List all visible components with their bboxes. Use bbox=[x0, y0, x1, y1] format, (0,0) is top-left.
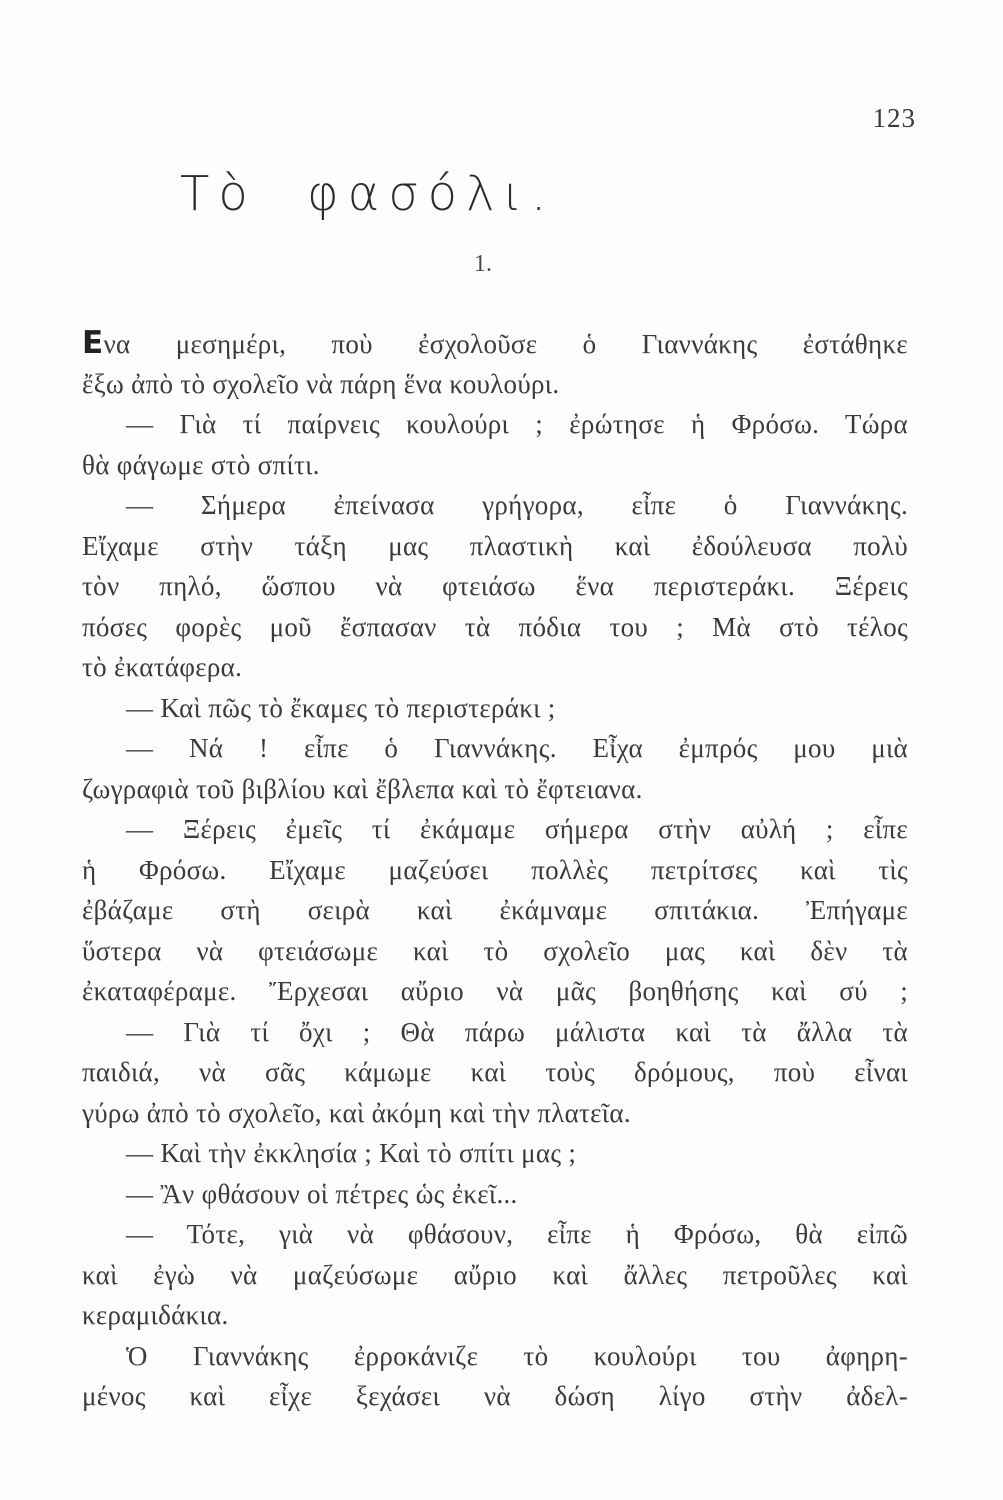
text-line: κεραμιδάκια. bbox=[82, 1300, 229, 1330]
text-line: — Ἂν φθάσουν οἱ πέτρες ὡς ἐκεῖ... bbox=[126, 1178, 518, 1209]
text-line: Εἴχαμε στὴν τάξη μας πλαστικὴ καὶ ἐδούλευσα πολὺ bbox=[82, 530, 908, 561]
text-line: καὶ ἐγὼ νὰ μαζεύσωμε αὔριο καὶ ἄλλες πετροῦλες καὶ bbox=[82, 1259, 908, 1290]
text-line: Ενα μεσημέρι, ποὺ ἐσχολοῦσε ὁ Γιαννάκης ἐστάθηκε bbox=[82, 325, 908, 361]
section-number: 1. bbox=[474, 251, 492, 277]
text-line: — Γιὰ τί ὄχι ; Θὰ πάρω μάλιστα καὶ τὰ ἄλλα τὰ bbox=[126, 1016, 908, 1047]
text-line: γύρω ἀπὸ τὸ σχολεῖο, καὶ ἀκόμη καὶ τὴν πλατεῖα. bbox=[82, 1097, 631, 1128]
chapter-title: Τὸ φασόλι. bbox=[180, 166, 556, 222]
text-line: ἔξω ἀπὸ τὸ σχολεῖο νὰ πάρη ἕνα κουλούρι. bbox=[82, 368, 560, 399]
text-line: — Ξέρεις ἐμεῖς τί ἐκάμαμε σήμερα στὴν αὐλή ; εἶπε bbox=[126, 814, 908, 844]
text-line: — Σήμερα ἐπείνασα γρήγορα, εἶπε ὁ Γιαννάκης. bbox=[126, 490, 908, 520]
text-line: τὸν πηλό, ὥσπου νὰ φτειάσω ἕνα περιστεράκι. Ξέρεις bbox=[82, 571, 908, 601]
text-line: ἐκαταφέραμε. Ἔρχεσαι αὔριο νὰ μᾶς βοηθήσης καὶ σύ ; bbox=[82, 976, 908, 1006]
text-line: ὕστερα νὰ φτειάσωμε καὶ τὸ σχολεῖο μας καὶ δὲν τὰ bbox=[82, 935, 908, 966]
text-line: μένος καὶ εἶχε ξεχάσει νὰ δώση λίγο στὴν ἀδελ- bbox=[82, 1381, 908, 1411]
text-line: — Καὶ πῶς τὸ ἔκαμες τὸ περιστεράκι ; bbox=[126, 692, 556, 723]
text-line: — Γιὰ τί παίρνεις κουλούρι ; ἐρώτησε ἡ Φρόσω. Τώρα bbox=[126, 409, 908, 439]
text-line: ζωγραφιὰ τοῦ βιβλίου καὶ ἔβλεπα καὶ τὸ ἔφτειανα. bbox=[82, 773, 643, 804]
body-text bbox=[82, 323, 908, 1417]
text-line: — Καὶ τὴν ἐκκλησία ; Καὶ τὸ σπίτι μας ; bbox=[126, 1138, 577, 1168]
text-line: ἡ Φρόσω. Εἴχαμε μαζεύσει πολλὲς πετρίτσες καὶ τὶς bbox=[82, 854, 908, 885]
text-line: τὸ ἐκατάφερα. bbox=[82, 652, 243, 682]
page-number: 123 bbox=[872, 103, 916, 133]
text-line: — Νά ! εἶπε ὁ Γιαννάκης. Εἶχα ἐμπρός μου μιὰ bbox=[126, 733, 908, 763]
text-line: Ὁ Γιαννάκης ἐρροκάνιζε τὸ κουλούρι του ἀφηρη- bbox=[126, 1340, 908, 1371]
text-line: θὰ φάγωμε στὸ σπίτι. bbox=[82, 449, 320, 480]
text-line: πόσες φορὲς μοῦ ἔσπασαν τὰ πόδια του ; Μὰ στὸ τέλος bbox=[82, 611, 908, 642]
text-line: παιδιά, νὰ σᾶς κάμωμε καὶ τοὺς δρόμους, ποὺ εἶναι bbox=[82, 1057, 908, 1087]
initial-capital: Ε bbox=[82, 325, 104, 361]
text-line: — Τότε, γιὰ νὰ φθάσουν, εἶπε ἡ Φρόσω, θὰ εἰπῶ bbox=[126, 1219, 908, 1249]
text-line: ἐβάζαμε στὴ σειρὰ καὶ ἐκάμναμε σπιτάκια. Ἐπήγαμε bbox=[82, 895, 908, 925]
